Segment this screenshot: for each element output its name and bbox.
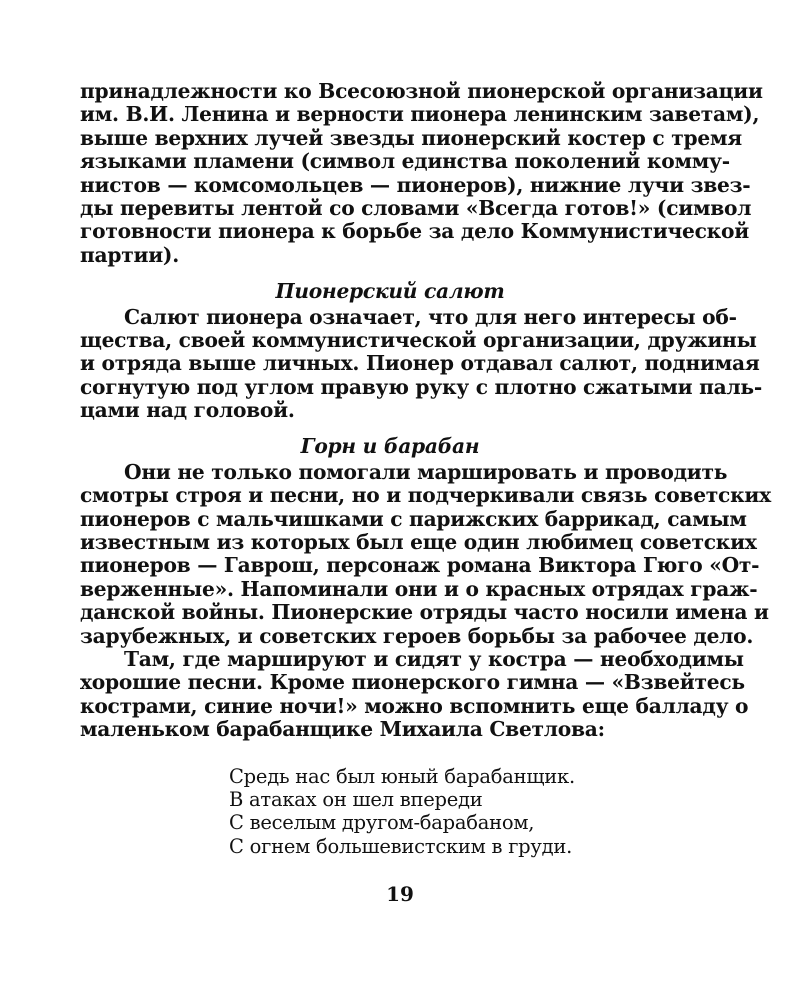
text-line: известным из которых был еще один любимец советских xyxy=(80,530,757,555)
text-line: партии). xyxy=(80,242,180,267)
paragraph-horn-2 xyxy=(80,646,749,742)
text-line: пионеров с мальчишками с парижских баррикад, самым xyxy=(80,506,747,531)
text-line: пионеров — Гаврош, персонаж романа Виктора Гюго «От- xyxy=(80,553,760,578)
text-line: цами над головой. xyxy=(80,398,295,423)
text-line: ды перевиты лентой со словами «Всегда готов!» (символ xyxy=(80,195,752,220)
text-line: Салют пионера означает, что для него интересы об- xyxy=(124,304,737,329)
heading-pioneer-salute: Пионерский салют xyxy=(275,279,505,304)
paragraph-horn-1 xyxy=(80,459,771,648)
poem-stanza xyxy=(229,765,700,859)
page-text xyxy=(80,79,771,858)
text-line: и отряда выше личных. Пионер отдавал салют, поднимая xyxy=(80,351,760,376)
text-line: хорошие песни. Кроме пионерского гимна — «Взвейтесь xyxy=(80,670,745,695)
text-line: верженные». Напоминали они и о красных отрядах граж- xyxy=(80,576,758,601)
text-line: зарубежных, и советских героев борьбы за рабочее дело. xyxy=(80,623,754,648)
text-line: Они не только помогали маршировать и проводить xyxy=(124,459,728,484)
text-line: маленьком барабанщике Михаила Светлова: xyxy=(80,717,605,742)
poem-line: В атаках он шел впереди xyxy=(229,787,483,811)
heading-horn-and-drum: Горн и барабан xyxy=(300,434,480,459)
text-line: данской войны. Пионерские отряды часто носили имена и xyxy=(80,600,769,625)
text-line: им. В.И. Ленина и верности пионера ленинским заветам), xyxy=(80,102,760,127)
paragraph-emblem xyxy=(80,79,763,267)
text-line: смотры строя и песни, но и подчеркивали связь советских xyxy=(80,483,771,508)
text-line: согнутую под углом правую руку с плотно сжатыми паль- xyxy=(80,374,763,399)
text-line: принадлежности ко Всесоюзной пионерской организации xyxy=(80,79,763,103)
poem-line: Средь нас был юный барабанщик. xyxy=(229,764,575,788)
text-line: Там, где маршируют и сидят у костра — необходимы xyxy=(124,646,744,671)
paragraph-salute xyxy=(80,304,763,423)
text-line: выше верхних лучей звезды пионерский костер с тремя xyxy=(80,125,742,150)
text-line: языками пламени (символ единства поколений комму- xyxy=(80,149,730,174)
text-line: нистов — комсомольцев — пионеров), нижние лучи звез- xyxy=(80,172,751,197)
poem-line: С огнем большевистским в груди. xyxy=(229,834,573,858)
page-number: 19 xyxy=(386,882,414,906)
poem-line: С веселым другом-барабаном, xyxy=(229,811,535,835)
text-line: щества, своей коммунистической организации, дружины xyxy=(80,327,757,352)
text-line: кострами, синие ночи!» можно вспомнить еще балладу о xyxy=(80,693,749,718)
text-line: готовности пионера к борьбе за дело Коммунистической xyxy=(80,219,749,244)
